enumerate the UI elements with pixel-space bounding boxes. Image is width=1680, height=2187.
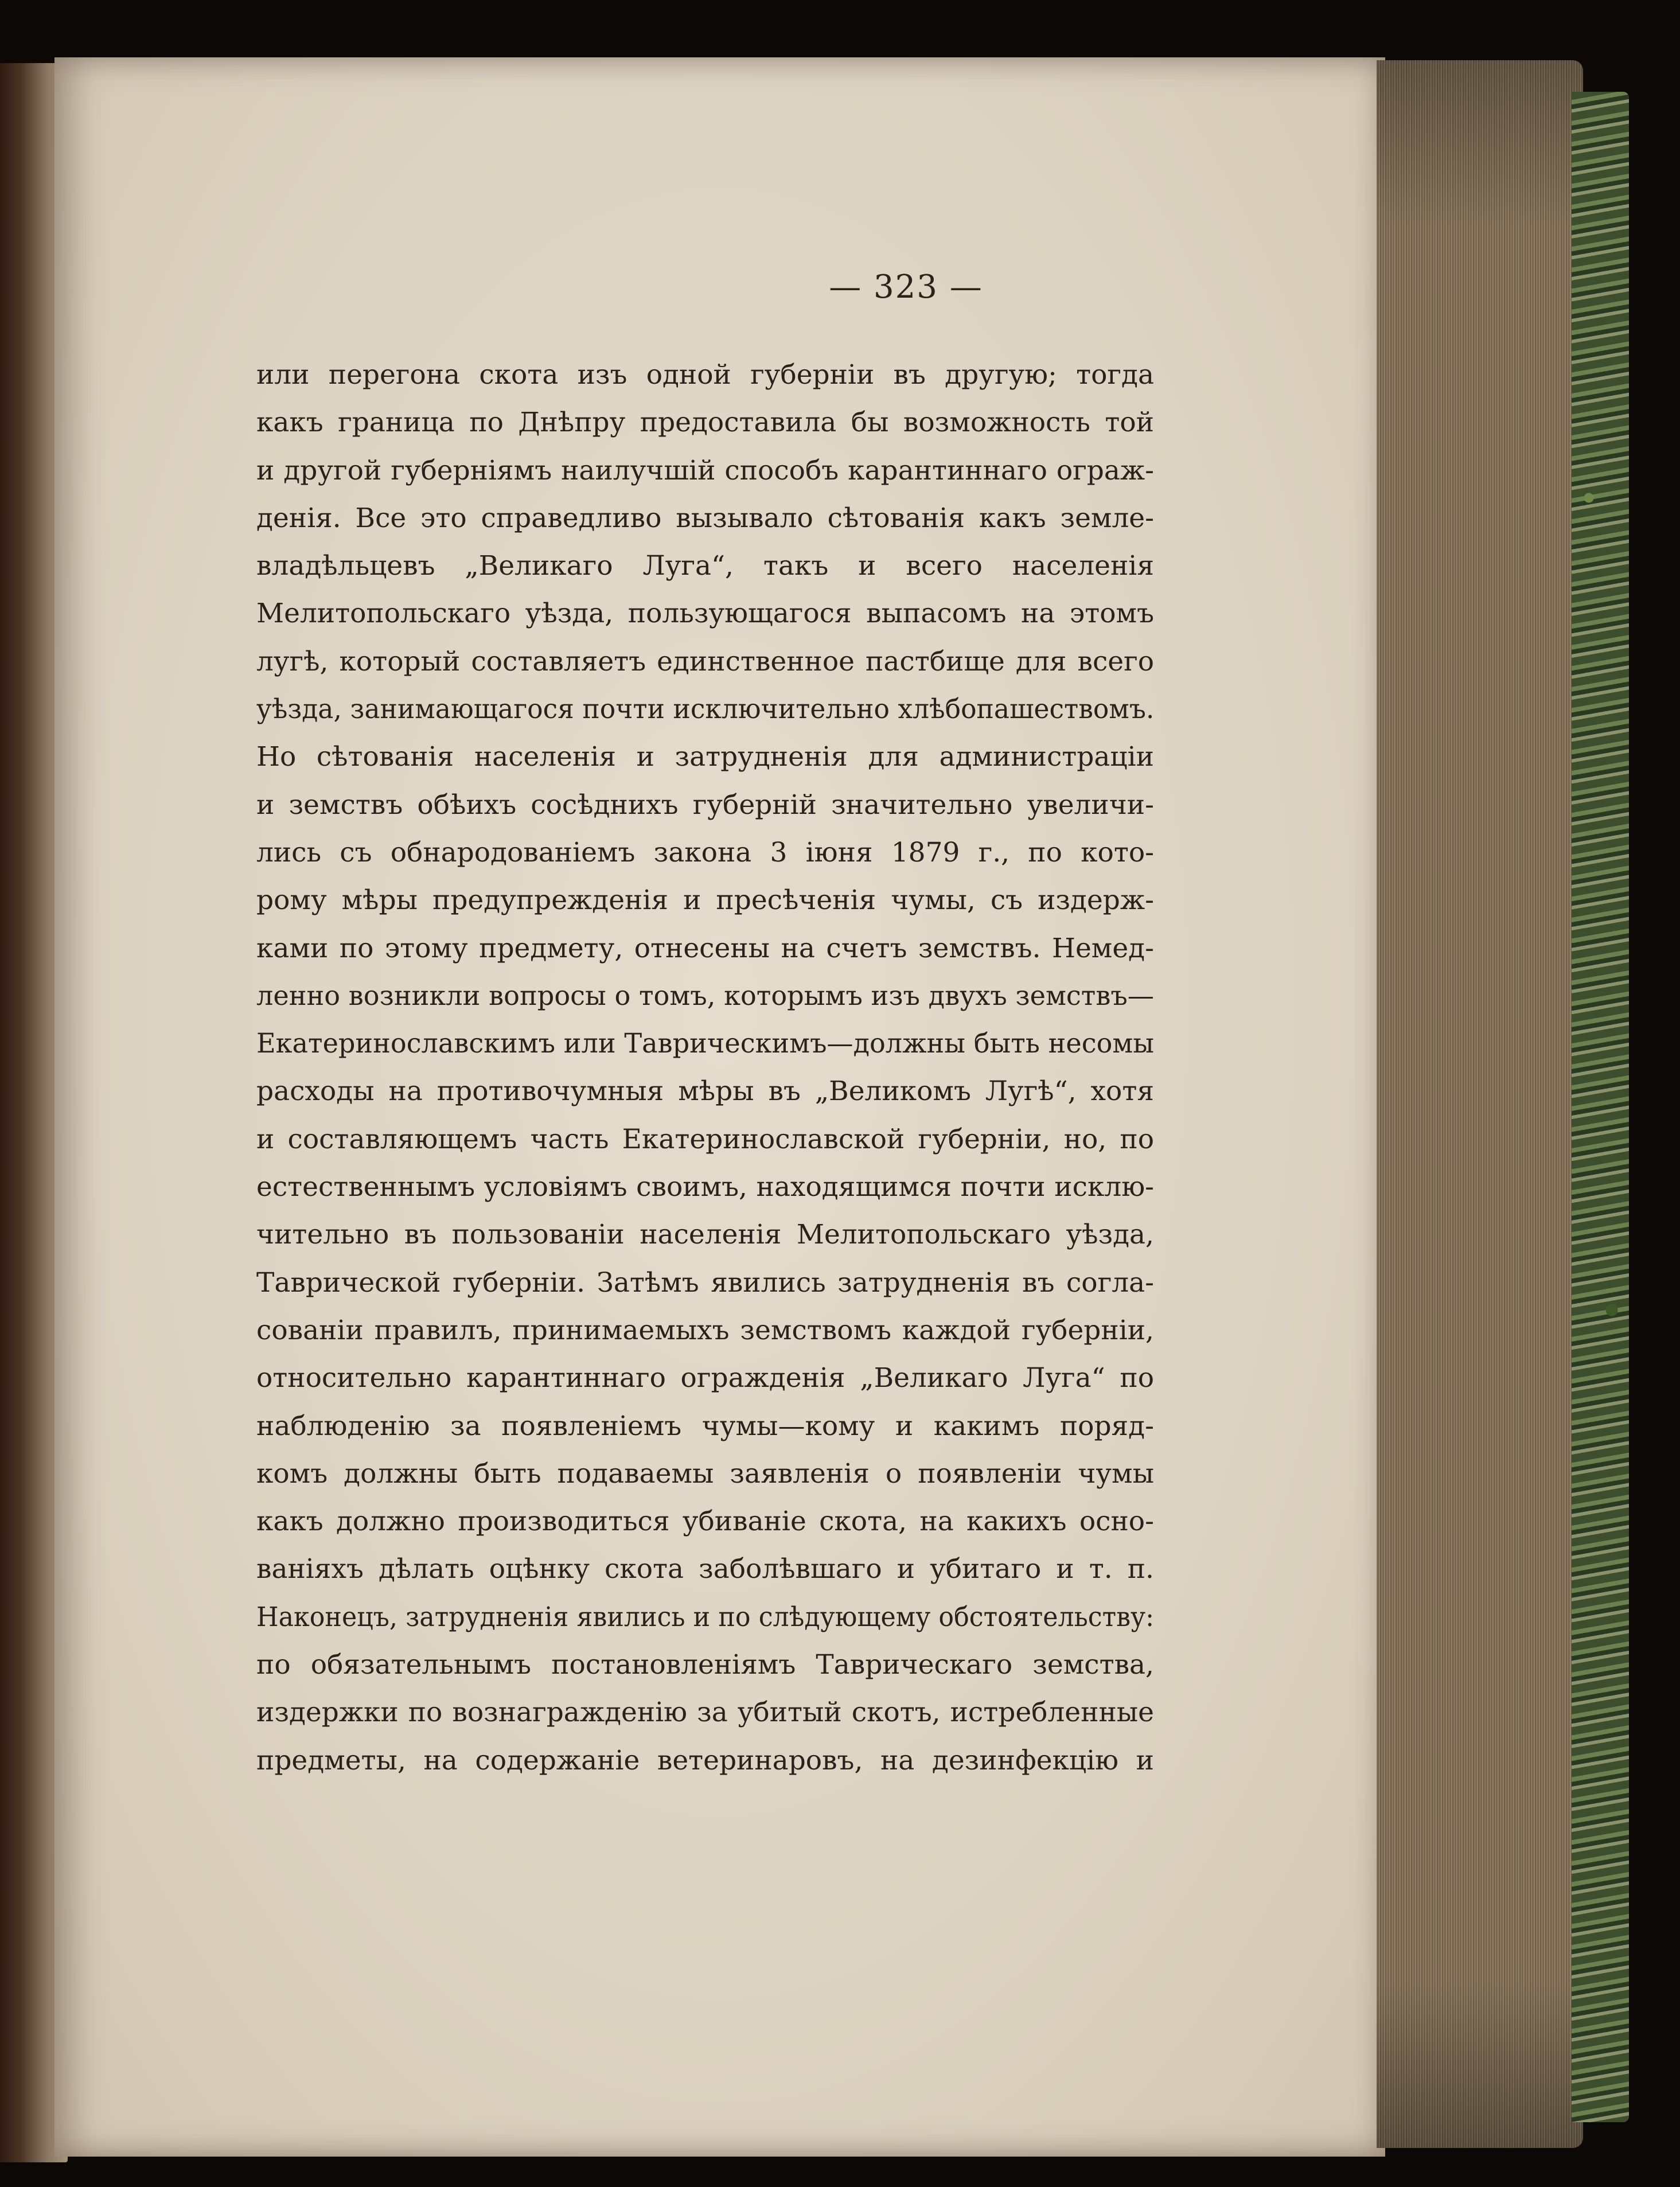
text-line: по обязательнымъ постановленіямъ Таврическаго земства, xyxy=(256,1649,1154,1681)
text-line: и другой губерніямъ наилучшій способъ карантиннаго ограж- xyxy=(256,454,1154,486)
text-line: лугѣ, который составляетъ единственное пастбище для всего xyxy=(256,645,1154,677)
body-text xyxy=(256,351,1154,1784)
text-line: ленно возникли вопросы о томъ, которымъ изъ двухъ земствъ— xyxy=(256,980,1154,1012)
page-number: — 323 — xyxy=(829,268,983,306)
text-line: предметы, на содержаніе ветеринаровъ, на дезинфекцію и xyxy=(256,1744,1154,1776)
text-line: и составляющемъ часть Екатеринославской губерніи, но, по xyxy=(256,1123,1154,1155)
marbled-cover-edge xyxy=(1572,92,1629,2122)
text-line: и земствъ обѣихъ сосѣднихъ губерній значительно увеличи- xyxy=(256,789,1154,821)
text-line: какъ граница по Днѣпру предоставила бы возможность той xyxy=(256,407,1154,439)
text-line: или перегона скота изъ одной губерніи въ другую; тогда xyxy=(256,359,1154,391)
text-line: издержки по вознагражденію за убитый скотъ, истребленные xyxy=(256,1697,1154,1729)
text-line: какъ должно производиться убиваніе скота, на какихъ осно- xyxy=(256,1506,1154,1538)
text-line: ваніяхъ дѣлать оцѣнку скота заболѣвшаго и убитаго и т. п. xyxy=(256,1553,1154,1585)
text-line: ками по этому предмету, отнесены на счетъ земствъ. Немед- xyxy=(256,932,1154,964)
text-line: лись съ обнародованіемъ закона 3 іюня 1879 г., по кото- xyxy=(256,836,1154,868)
text-line: уѣзда, занимающагося почти исключительно хлѣбопашествомъ. xyxy=(256,693,1155,726)
text-line: рому мѣры предупрежденія и пресѣченія чумы, съ издерж- xyxy=(256,884,1154,917)
text-line: денія. Все это справедливо вызывало сѣтованія какъ земле- xyxy=(256,502,1154,534)
text-line: Но сѣтованія населенія и затрудненія для администраціи xyxy=(256,741,1154,773)
text-line: Таврической губерніи. Затѣмъ явились затрудненія въ согла- xyxy=(256,1266,1154,1299)
text-line: Мелитопольскаго уѣзда, пользующагося выпасомъ на этомъ xyxy=(256,598,1154,630)
text-line: наблюденію за появленіемъ чумы—кому и какимъ поряд- xyxy=(256,1410,1154,1442)
text-line: относительно карантиннаго огражденія „Великаго Луга“ по xyxy=(256,1362,1154,1394)
text-line: владѣльцевъ „Великаго Луга“, такъ и всего населенія xyxy=(256,550,1154,582)
text-line: комъ должны быть подаваемы заявленія о появленіи чумы xyxy=(256,1457,1154,1490)
text-line: Екатеринославскимъ или Таврическимъ—должны быть несомы xyxy=(256,1028,1154,1060)
text-line: расходы на противочумныя мѣры въ „Великомъ Лугѣ“, хотя xyxy=(256,1075,1154,1108)
text-line: естественнымъ условіямъ своимъ, находящимся почти исклю- xyxy=(256,1171,1154,1203)
text-block-fore-edge xyxy=(1377,60,1583,2148)
text-line: сованіи правилъ, принимаемыхъ земствомъ каждой губерніи, xyxy=(256,1314,1154,1346)
text-line: Наконецъ, затрудненія явились и по слѣдующему обстоятельству: xyxy=(256,1601,1155,1633)
text-line: чительно въ пользованіи населенія Мелитопольскаго уѣзда, xyxy=(256,1219,1154,1251)
